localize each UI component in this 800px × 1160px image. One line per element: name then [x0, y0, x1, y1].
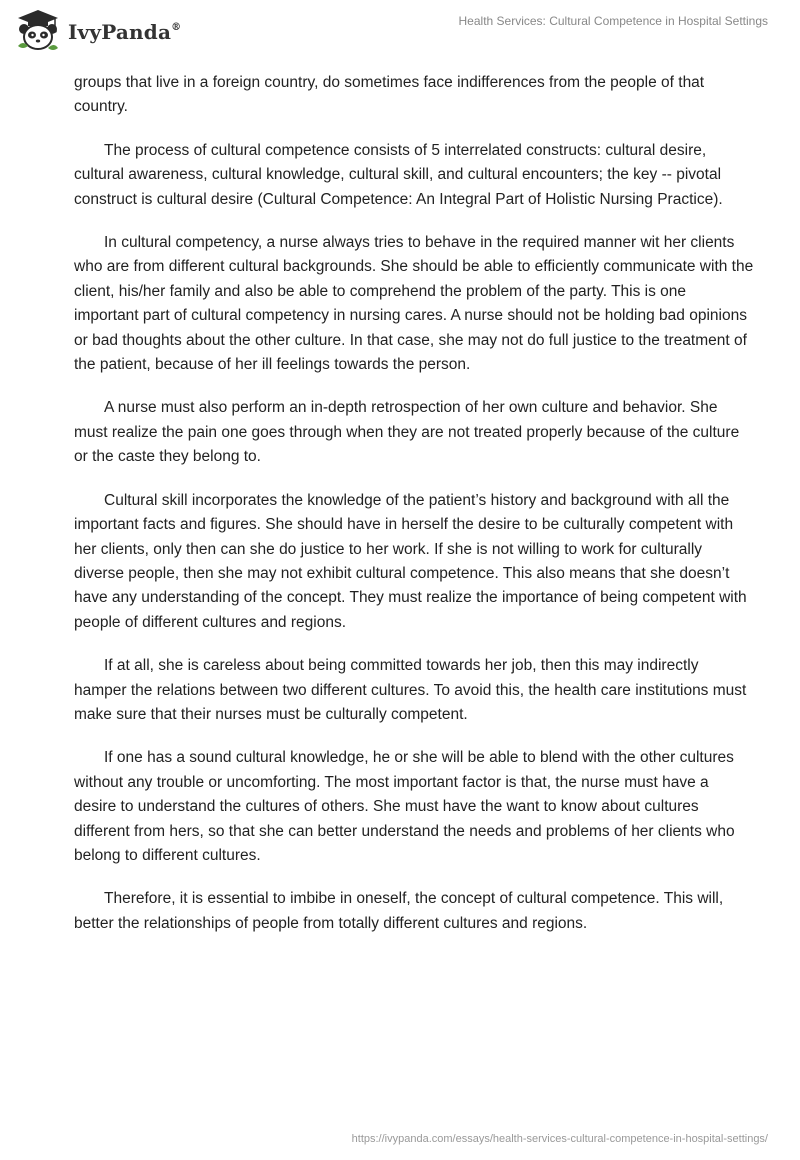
paragraph-4: A nurse must also perform an in-depth retrospection of her own culture and behavior. She must realize the pain one goes through when they are not treated properly because of the culture or the caste they belong to.: [74, 399, 740, 466]
paragraph-5: Cultural skill incorporates the knowledge of the patient’s history and background with all the important facts and figures. She should have in herself the desire to be culturally competent with her clients, only then can she do justice to her work. If she is not willing to work for culturally diverse people, then she may not exhibit cultural competence. This also means that she doesn’t have any understanding of the concept. They must realize the importance of being competent with people of different cultures and regions.: [74, 491, 747, 631]
ivypanda-logo[interactable]: [14, 8, 194, 54]
paragraph-3: In cultural competency, a nurse always tries to behave in the required manner wit her clients who are from different cultural backgrounds. She should be able to efficiently communicate with the client, his/her family and also be able to comprehend the problem of the party. This is one important part of cultural competency in nursing cares. A nurse should not be holding bad opinions or bad thoughts about the other culture. In that case, she may not do full justice to the treatment of the patient, because of her ill feelings towards the person.: [74, 234, 754, 374]
source-url[interactable]: https://ivypanda.com/essays/health-services-cultural-competence-in-hospital-settings/: [351, 1133, 768, 1145]
registered-mark: ®: [171, 22, 182, 34]
paragraph-1: groups that live in a foreign country, do sometimes face indifferences from the people of that country.: [74, 74, 705, 116]
document-title: Health Services: Cultural Competence in Hospital Settings: [458, 14, 768, 28]
logo-wordmark: [68, 20, 181, 44]
paragraph-7: If one has a sound cultural knowledge, he or she will be able to blend with the other cultures without any trouble or uncomforting. The most important factor is that, the nurse must have a desire to understand the cultures of others. She must have the want to know about cultures different from hers, so that she can better understand the needs and problems of her clients who belong to different cultures.: [74, 749, 735, 864]
paragraph-8: Therefore, it is essential to imbibe in oneself, the concept of cultural competence. This will, better the relationships of people from totally different cultures and regions.: [74, 890, 724, 932]
paragraph-6: If at all, she is careless about being committed towards her job, then this may indirectly hamper the relations between two different cultures. To avoid this, the health care institutions must make sure that their nurses must be culturally competent.: [74, 657, 747, 723]
essay-body: [74, 71, 754, 955]
page-header: [0, 0, 800, 62]
logo-text: IvyPanda: [68, 20, 172, 44]
panda-graduate-icon: [14, 8, 62, 54]
paragraph-2: The process of cultural competence consists of 5 interrelated constructs: cultural desire, cultural awareness, cultural knowledge, cultural skill, and cultural encounters; the key -- pivotal construct is cultural desire (Cultural Competence: An Integral Part of Holistic Nursing Practice).: [74, 141, 723, 208]
